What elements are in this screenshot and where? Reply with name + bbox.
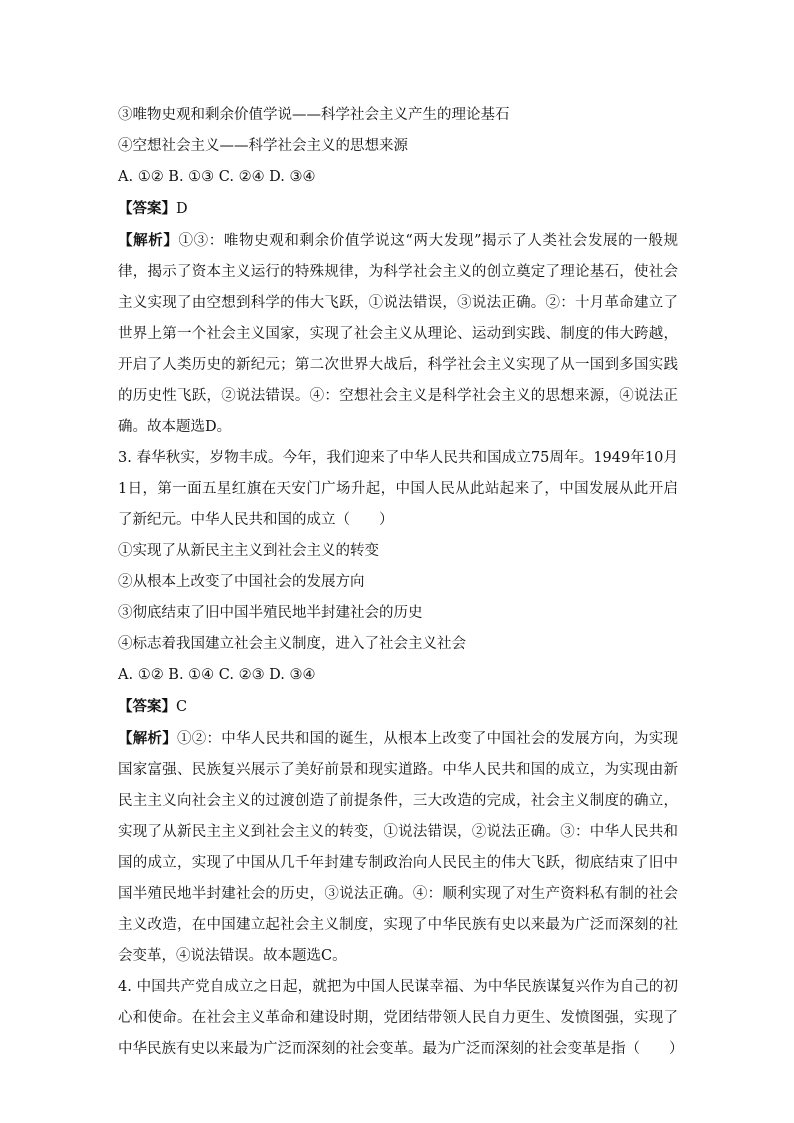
question-stem: 4. 中国共产党自成立之日起，就把为中国人民谋幸福、为中华民族谋复兴作为自己的初心和使命。在社会主义革命和建设时期，党团结带领人民自力更生、发愤图强，实现了中华民族有史以来最为广泛而深刻的社会变革。最为广泛而深刻的社会变革是指（ ） (118, 979, 684, 1057)
q2-analysis (118, 225, 678, 443)
q2-answer (118, 193, 678, 225)
analysis-text: ①②：中华人民共和国的诞生，从根本上改变了中国社会的发展方向，为实现国家富强、民族复兴展示了美好前景和现实道路。中华人民共和国的成立，为实现由新民主主义向社会主义的过渡创造了前提条件，三大改造的完成，社会主义制度的确立，实现了从新民主主义到社会主义的转变，①说法错误，②说法正确。③：中华人民共和国的成立，实现了中国从几千年封建专制政治向人民民主的伟大飞跃，彻底结束了旧中国半殖民地半封建社会的历史，③说法正确。④：顺利实现了对生产资料私有制的社会主义改造，在中国建立起社会主义制度，实现了中华民族有史以来最为广泛而深刻的社会变革，④说法错误。故本题选C。 (118, 731, 679, 964)
analysis-text: ①③：唯物史观和剩余价值学说这“两大发现”揭示了人类社会发展的一般规律，揭示了资本主义运行的特殊规律，为科学社会主义的创立奠定了理论基石，使社会主义实现了由空想到科学的伟大飞跃，①说法错误，③说法正确。②：十月革命建立了世界上第一个社会主义国家，实现了社会主义从理论、运动到实践、制度的伟大跨越，开启了人类历史的新纪元；第二次世界大战后，科学社会主义实现了从一国到多国实践的历史性飞跃，②说法错误。④：空想社会主义是科学社会主义的思想来源，④说法正确。故本题选D。 (118, 233, 679, 435)
q3-analysis (118, 723, 678, 972)
answer-label: 【答案】 (118, 200, 176, 217)
question-stem: 3. 春华秋实，岁物丰成。今年，我们迎来了中华人民共和国成立75周年。1949年10月1日，第一面五星红旗在天安门广场升起，中国人民从此站起来了，中国发展从此开启了新纪元。中华人民共和国的成立（ ） (118, 450, 678, 528)
q2-choices: A. ①② B. ①③ C. ②④ D. ③④ (118, 169, 316, 185)
q3-answer (118, 691, 678, 723)
answer-value: D (176, 201, 188, 217)
q4-stem (118, 972, 684, 1065)
q3-option-2: ②从根本上改变了中国社会的发展方向 (118, 574, 365, 590)
q3-stem (118, 443, 678, 536)
q3-option-1: ①实现了从新民主主义到社会主义的转变 (118, 543, 379, 559)
q2-option-3: ③唯物史观和剩余价值学说——科学社会主义产生的理论基石 (118, 107, 510, 123)
answer-value: C (176, 699, 188, 715)
document-page (118, 100, 684, 1065)
analysis-label: 【解析】 (118, 730, 177, 747)
analysis-label: 【解析】 (118, 232, 179, 249)
q3-option-3: ③彻底结束了旧中国半殖民地半封建社会的历史 (118, 605, 423, 621)
q3-choices: A. ①② B. ①④ C. ②③ D. ③④ (118, 667, 316, 683)
q2-option-4: ④空想社会主义——科学社会主义的思想来源 (118, 138, 408, 154)
q3-option-4: ④标志着我国建立社会主义制度，进入了社会主义社会 (118, 636, 466, 652)
answer-label: 【答案】 (118, 698, 176, 715)
